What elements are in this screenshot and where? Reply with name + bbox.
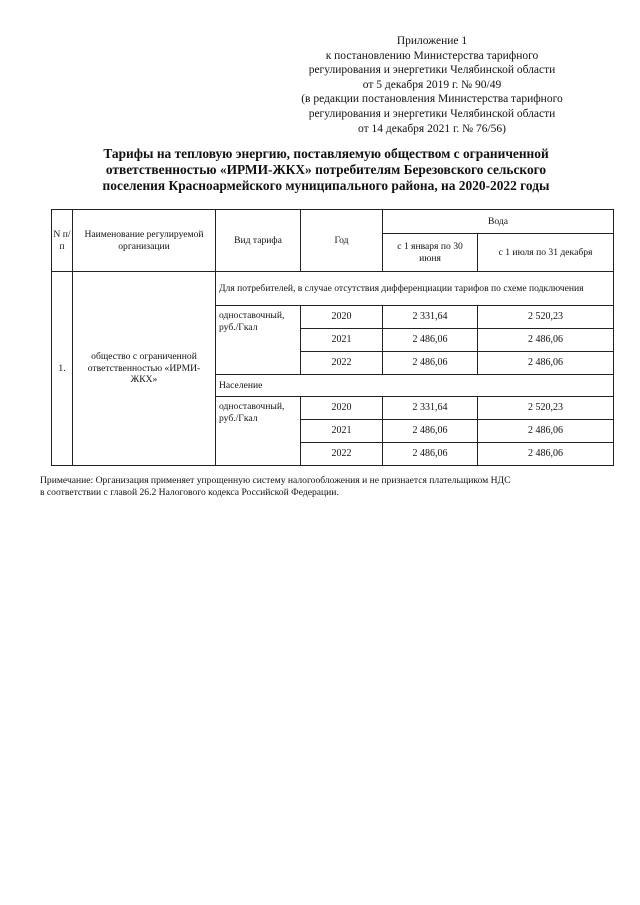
value-cell: 2 486,06 — [478, 443, 614, 466]
value-cell: 2 331,64 — [383, 397, 478, 420]
year-cell: 2020 — [301, 306, 383, 329]
footnote-line: Примечание: Организация применяет упрощенную систему налогообложения и не признается плательщиком НДС — [40, 475, 511, 486]
header-period-2: с 1 июля по 31 декабря — [478, 234, 614, 272]
document-title — [40, 146, 612, 194]
appendix-line: регулирования и энергетики Челябинской области — [308, 107, 556, 120]
header-organization: Наименование регулируемой организации — [73, 210, 216, 272]
header-row — [52, 210, 614, 234]
section-label: Население — [216, 375, 614, 397]
value-cell: 2 486,06 — [478, 420, 614, 443]
appendix-line: от 5 декабря 2019 г. № 90/49 — [362, 78, 502, 91]
title-line: поселения Красноармейского муниципального района, на 2020-2022 годы — [102, 178, 550, 193]
footnote-line: в соответствии с главой 26.2 Налогового кодекса Российской Федерации. — [40, 487, 339, 498]
value-cell: 2 486,06 — [383, 352, 478, 375]
year-cell: 2022 — [301, 443, 383, 466]
tariff-type-cell: одноставочный, руб./Гкал — [216, 306, 301, 375]
appendix-reference — [282, 34, 582, 136]
value-cell: 2 331,64 — [383, 306, 478, 329]
year-cell: 2022 — [301, 352, 383, 375]
header-year: Год — [301, 210, 383, 272]
tariff-table — [51, 209, 614, 466]
year-cell: 2021 — [301, 329, 383, 352]
row-number: 1. — [52, 272, 73, 466]
header-tariff-type: Вид тарифа — [216, 210, 301, 272]
value-cell: 2 520,23 — [478, 397, 614, 420]
appendix-line: регулирования и энергетики Челябинской области — [308, 64, 556, 77]
appendix-line: (в редакции постановления Министерства тарифного — [301, 93, 563, 106]
value-cell: 2 486,06 — [383, 443, 478, 466]
value-cell: 2 486,06 — [383, 420, 478, 443]
tariff-type-cell: одноставочный, руб./Гкал — [216, 397, 301, 466]
appendix-line: от 14 декабря 2021 г. № 76/56) — [357, 122, 507, 135]
section-label: Для потребителей, в случае отсутствия дифференциации тарифов по схеме подключения — [216, 272, 614, 306]
year-cell: 2020 — [301, 397, 383, 420]
header-period-1: с 1 января по 30 июня — [383, 234, 478, 272]
header-num: N п/п — [52, 210, 73, 272]
header-water: Вода — [383, 210, 614, 234]
value-cell: 2 486,06 — [478, 352, 614, 375]
appendix-line: Приложение 1 — [396, 35, 468, 47]
title-line: Тарифы на тепловую энергию, поставляемую обществом с ограниченной — [103, 146, 549, 161]
appendix-line: к постановлению Министерства тарифного — [325, 49, 539, 62]
year-cell: 2021 — [301, 420, 383, 443]
organization-name: общество с ограниченной ответственностью «ИРМИ-ЖКХ» — [73, 272, 216, 466]
section-row — [52, 272, 614, 306]
value-cell: 2 486,06 — [383, 329, 478, 352]
value-cell: 2 520,23 — [478, 306, 614, 329]
title-line: ответственностью «ИРМИ-ЖКХ» потребителям Березовского сельского — [105, 162, 547, 177]
footnote — [40, 475, 615, 499]
value-cell: 2 486,06 — [478, 329, 614, 352]
